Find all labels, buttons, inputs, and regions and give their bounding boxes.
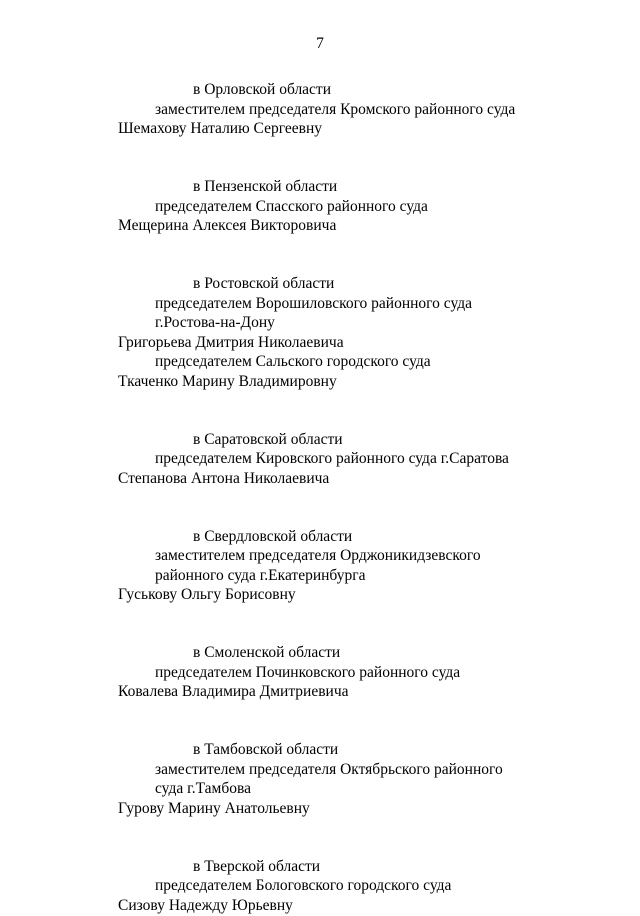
position-line: председателем Бологовского городского суда [155, 877, 452, 894]
region-heading: в Саратовской области [193, 430, 343, 448]
region-heading: в Смоленской области [193, 644, 341, 661]
position-line: заместителем председателя Октябрьского районного [155, 760, 503, 778]
appointee-name: Степанова Антона Николаевича [118, 469, 330, 487]
position-line: председателем Кировского районного суда г.Саратова [155, 450, 509, 467]
region-heading: в Тамбовской области [193, 741, 339, 758]
position-line: г.Ростова-на-Дону [155, 314, 275, 331]
region-heading: в Свердловской области [193, 527, 353, 545]
appointee-name: Гуськову Ольгу Борисовну [118, 586, 296, 603]
position-line: суда г.Тамбова [155, 780, 251, 797]
appointee-name: Гурову Марину Анатольевну [118, 799, 310, 817]
appointee-name: Григорьева Дмитрия Николаевича [118, 333, 344, 351]
position-line: заместителем председателя Орджоникидзевского [155, 547, 481, 564]
position-line: председателем Сальского городского суда [155, 353, 431, 370]
page-number: 7 [316, 35, 324, 52]
position-line: районного суда г.Екатеринбурга [155, 566, 366, 584]
appointee-name: Сизову Надежду Юрьевну [118, 896, 293, 914]
appointee-name: Мещерина Алексея Викторовича [118, 217, 337, 234]
appointee-name: Ткаченко Марину Владимировну [118, 372, 337, 390]
region-heading: в Орловской области [193, 81, 332, 98]
region-heading: в Ростовской области [193, 275, 335, 292]
position-line: председателем Починковского районного суда [155, 663, 461, 681]
region-heading: в Пензенской области [193, 178, 338, 195]
appointee-name: Шемахову Наталию Сергеевну [118, 120, 322, 137]
position-line: председателем Ворошиловского районного суда [155, 294, 472, 312]
position-line: заместителем председателя Кромского районного суда [155, 100, 516, 118]
region-heading: в Тверской области [193, 857, 321, 875]
position-line: председателем Спасского районного суда [155, 197, 428, 215]
appointee-name: Ковалева Владимира Дмитриевича [118, 683, 349, 700]
